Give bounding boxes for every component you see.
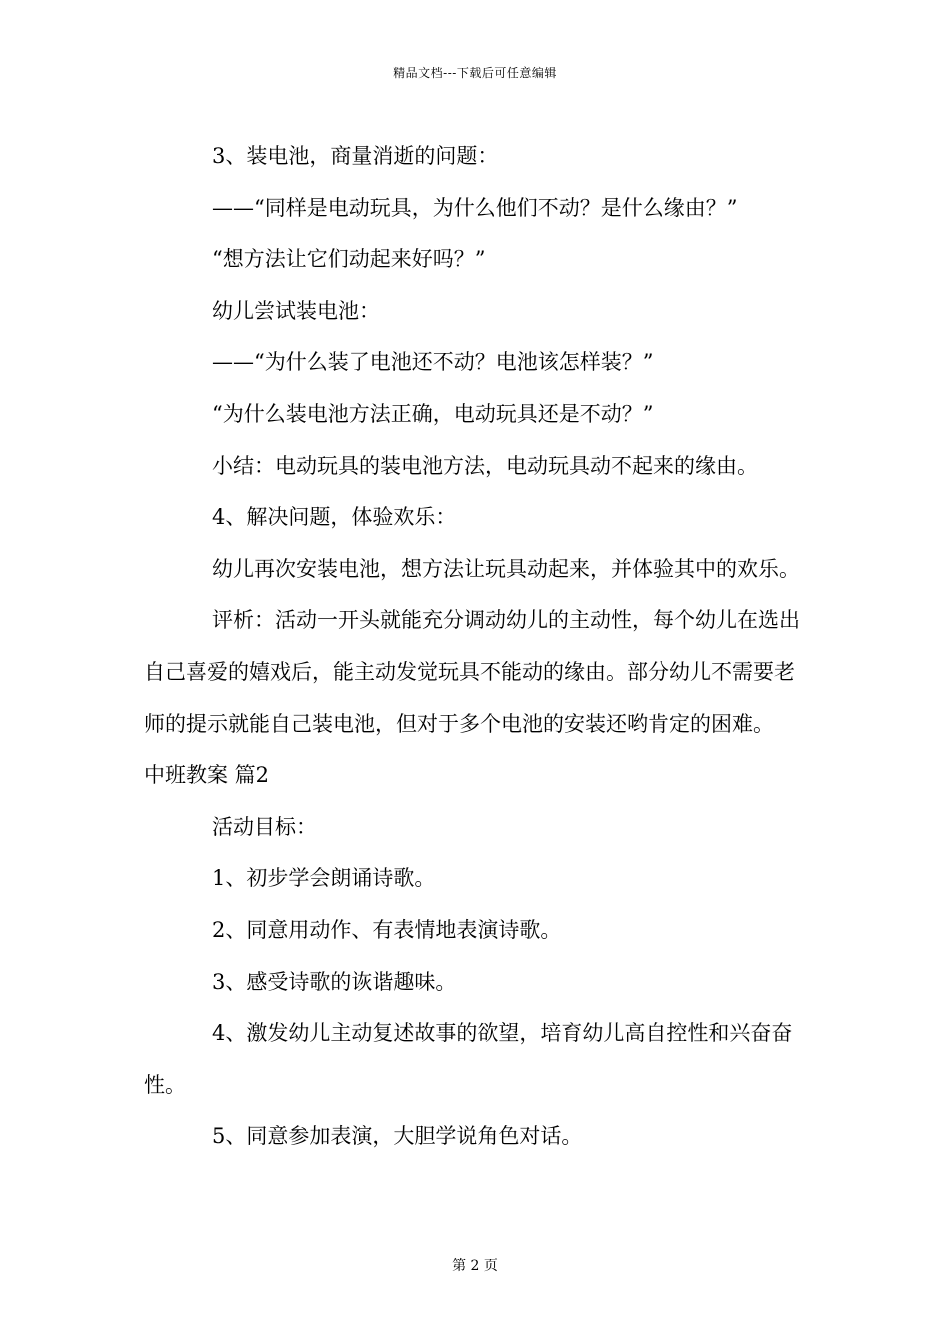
paragraph: 小结：电动玩具的装电池方法，电动玩具动不起来的缘由。 bbox=[212, 453, 758, 478]
paragraph: 1、初步学会朗诵诗歌。 bbox=[212, 866, 436, 891]
document-body bbox=[144, 131, 810, 1163]
paragraph: 4、解决问题，体验欢乐： bbox=[212, 505, 457, 530]
paragraph: ——“为什么装了电池还不动？电池该怎样装？” bbox=[212, 350, 654, 375]
paragraph: 活动目标： bbox=[212, 814, 317, 839]
paragraph: 3、感受诗歌的诙谐趣味。 bbox=[212, 969, 457, 994]
paragraph: 4、激发幼儿主动复述故事的欲望，培育幼儿高自控性和兴奋奋性。 bbox=[144, 1021, 793, 1097]
paragraph: 幼儿尝试装电池： bbox=[212, 298, 380, 323]
page-number: 第 2 页 bbox=[452, 1258, 498, 1274]
paragraph: 评析：活动一开头就能充分调动幼儿的主动性，每个幼儿在选出自己喜爱的嬉戏后，能主动发觉玩具不能动的缘由。部分幼儿不需要老师的提示就能自己装电池，但对于多个电池的安装还哟肯定的困难。 bbox=[144, 608, 800, 736]
paragraph: ——“同样是电动玩具，为什么他们不动？是什么缘由？” bbox=[212, 195, 738, 220]
paragraph: “想方法让它们动起来好吗？” bbox=[212, 247, 486, 272]
paragraph: 2、同意用动作、有表情地表演诗歌。 bbox=[212, 917, 562, 942]
paragraph: 5、同意参加表演，大胆学说角色对话。 bbox=[212, 1124, 583, 1149]
paragraph: 幼儿再次安装电池，想方法让玩具动起来，并体验其中的欢乐。 bbox=[212, 556, 800, 581]
page-header: 精品文档---下载后可任意编辑 bbox=[393, 66, 557, 80]
section-heading: 中班教案 篇2 bbox=[144, 763, 270, 788]
paragraph: 3、装电池，商量消逝的问题： bbox=[212, 144, 499, 168]
paragraph: “为什么装电池方法正确，电动玩具还是不动？” bbox=[212, 401, 654, 426]
